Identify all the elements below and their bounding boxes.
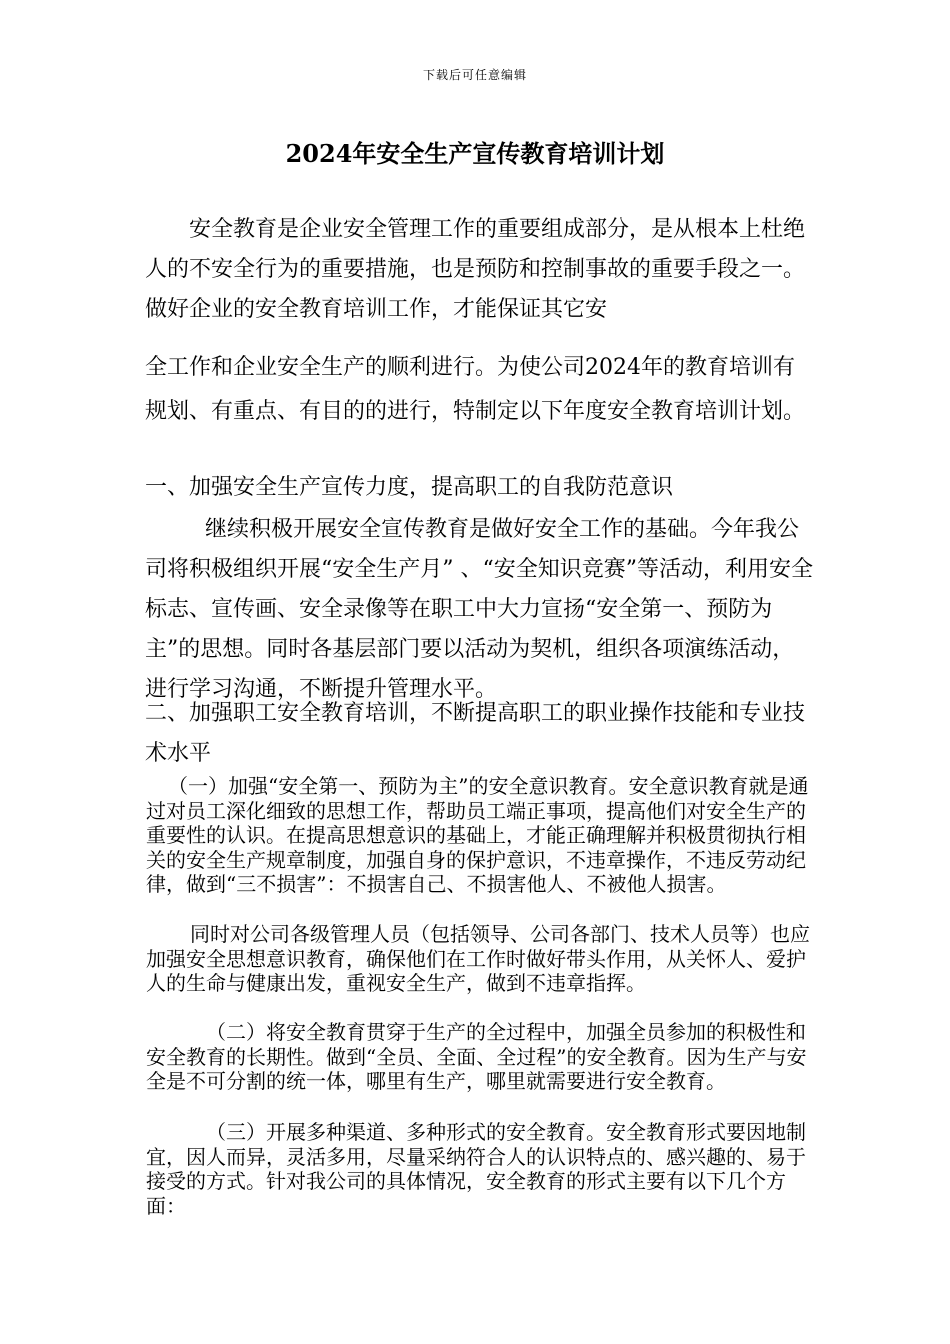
- item1-paragraph: （一）加强“安全第一、预防为主”的安全意识教育。安全意识教育就是通过对员工深化细致的思想工作，帮助员工端正事项，提高他们对安全生产的重要性的认识。在提高思想意识的基础上，才能正确理解并积极贯彻执行相关的安全生产规章制度，加强自身的保护意识，不违章操作，不违反劳动纪律，做到“三不损害”：不损害自己、不损害他人、不被他人损害。: [146, 774, 809, 896]
- item2-paragraph: （二）将安全教育贯穿于生产的全过程中，加强全员参加的积极性和安全教育的长期性。做到“全员、全面、全过程”的安全教育。因为生产与安全是不可分割的统一体，哪里有生产，哪里就需要进行安全教育。: [146, 1020, 807, 1093]
- item3-paragraph: （三）开展多种渠道、多种形式的安全教育。安全教育形式要因地制宜，因人而异，灵活多用，尽量采纳符合人的认识特点的、感兴趣的、易于接受的方式。针对我公司的具体情况，安全教育的形式主要有以下几个方面：: [146, 1120, 806, 1218]
- section2-heading: 二、加强职工安全教育培训，不断提高职工的职业操作技能和专业技术水平: [145, 701, 806, 766]
- item1-continuation: 同时对公司各级管理人员（包括领导、公司各部门、技术人员等）也应加强安全思想意识教育，确保他们在工作时做好带头作用，从关怀人、爱护人的生命与健康出发，重视安全生产，做到不违章指挥。: [146, 922, 810, 995]
- document-title: 2024年安全生产宣传教育培训计划: [285, 139, 665, 168]
- intro-paragraph-part2: 全工作和企业安全生产的顺利进行。为使公司2024年的教育培训有规划、有重点、有目的的进行，特制定以下年度安全教育培训计划。: [145, 355, 806, 424]
- header-note: 下载后可任意编辑: [422, 68, 527, 82]
- section1-body: 继续积极开展安全宣传教育是做好安全工作的基础。今年我公司将积极组织开展“安全生产月” 、“安全知识竞赛”等活动，利用安全标志、宣传画、安全录像等在职工中大力宣扬“安全第一、预防为主”的思想。同时各基层部门要以活动为契机，组织各项演练活动，进行学习沟通，不断提升管理水平。: [145, 517, 813, 702]
- intro-paragraph-part1: 安全教育是企业安全管理工作的重要组成部分，是从根本上杜绝人的不安全行为的重要措施，也是预防和控制事故的重要手段之一。做好企业的安全教育培训工作，才能保证其它安: [145, 217, 806, 322]
- section1-heading: 一、加强安全生产宣传力度，提高职工的自我防范意识: [145, 475, 674, 500]
